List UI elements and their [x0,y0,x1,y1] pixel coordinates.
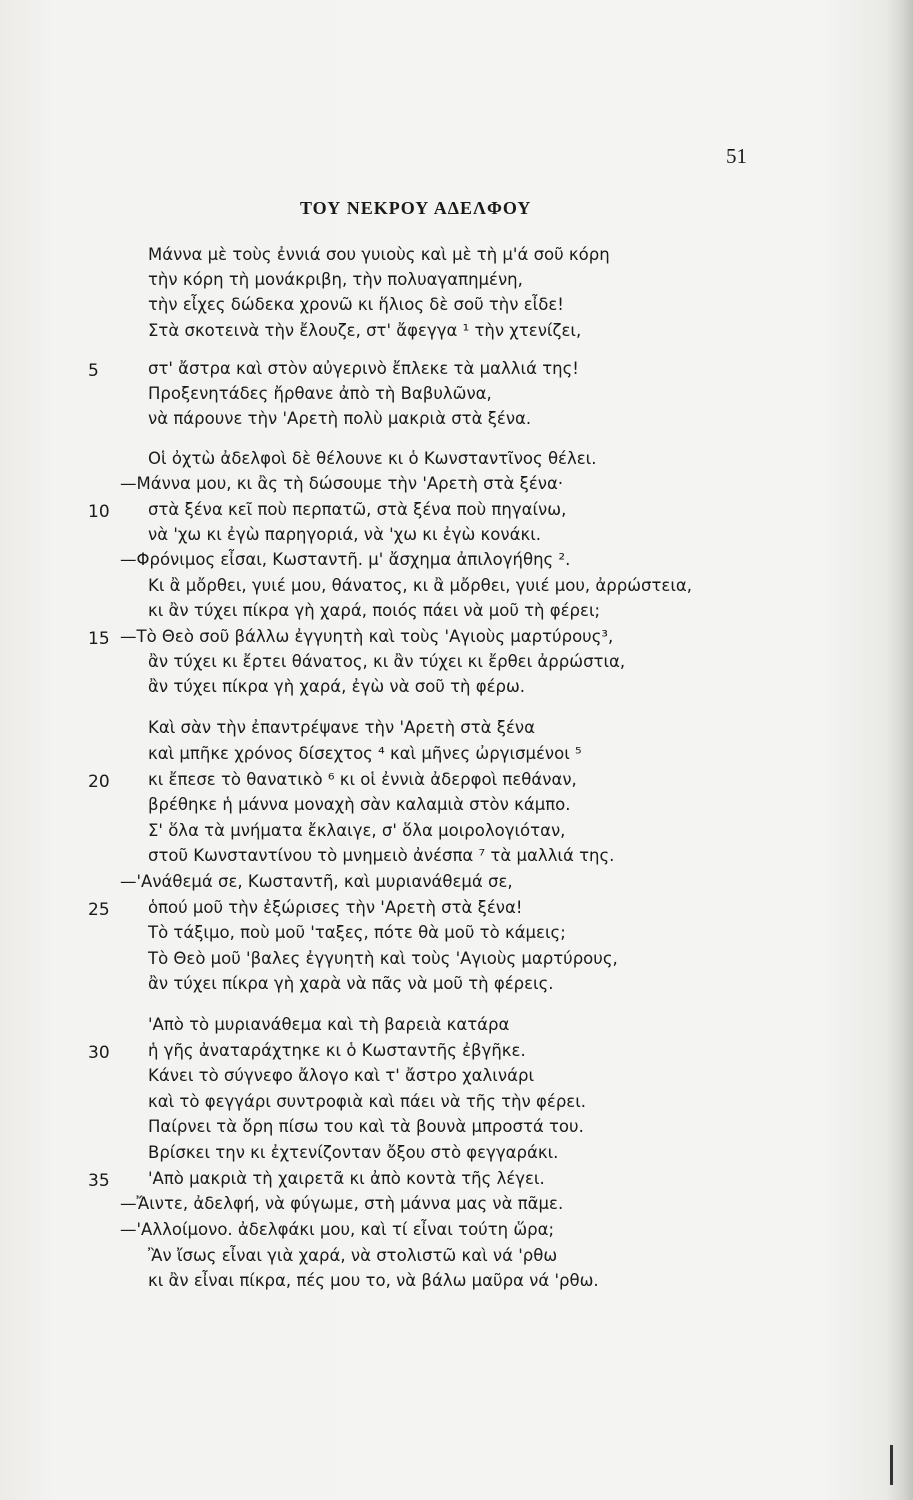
verse-line: κι ἂν εἶναι πίκρα, πές μου το, νὰ βάλω μαῦρα νά 'ρθω. [148,1271,599,1290]
verse-line: —Φρόνιμος εἶσαι, Κωσταντῆ. μ' ἄσχημα ἀπιλογήθης ². [120,550,571,569]
line-number: 15 [88,629,110,649]
verse-line: στ' ἄστρα καὶ στὸν αὐγερινὸ ἔπλεκε τὰ μαλλιά της! [148,359,579,378]
verse-line: τὴν εἶχες δώδεκα χρονῶ κι ἥλιος δὲ σοῦ τὴν εἶδε! [148,295,564,314]
verse-line: τὴν κόρη τὴ μονάκριβη, τὴν πολυαγαπημένη, [148,270,523,289]
verse-line: καὶ τὸ φεγγάρι συντροφιὰ καὶ πάει νὰ τῆς τὴν φέρει. [148,1092,587,1111]
page-number: 51 [726,144,747,168]
verse-line: Καὶ σὰν τὴν ἐπαντρέψανε τὴν 'Αρετὴ στὰ ξένα [148,718,536,737]
verse-line: Προξενητάδες ἤρθανε ἀπὸ τὴ Βαβυλῶνα, [148,384,492,403]
verse-line: Τὸ τάξιμο, ποὺ μοῦ 'ταξες, πότε θὰ μοῦ τὸ κάμεις; [148,923,566,942]
verse-line: στὰ ξένα κεῖ ποὺ περπατῶ, στὰ ξένα ποὺ πηγαίνω, [148,500,567,519]
verse-line: στοῦ Κωνσταντίνου τὸ μνημειὸ ἀνέσπα ⁷ τὰ μαλλιά της. [148,846,615,865]
page-edge-shadow [887,0,913,1500]
verse-line: ἂν τύχει πίκρα γὴ χαρὰ νὰ πᾶς νὰ μοῦ τὴ φέρεις. [148,974,554,993]
verse-line: —'Αλλοίμονο. ἀδελφάκι μου, καὶ τί εἶναι τούτη ὥρα; [120,1220,555,1239]
verse-line: νὰ 'χω κι ἐγὼ παρηγοριά, νὰ 'χω κι ἐγὼ κονάκι. [148,525,542,544]
verse-line: ἡ γῆς ἀναταράχτηκε κι ὁ Κωσταντῆς ἐβγῆκε. [148,1041,526,1060]
verse-line: 'Απὸ μακριὰ τὴ χαιρετᾶ κι ἀπὸ κοντὰ τῆς λέγει. [148,1169,545,1188]
verse-line: —Ἄιντε, ἀδελφή, νὰ φύγωμε, στὴ μάννα μας νὰ πᾶμε. [120,1194,564,1213]
verse-line: Σ' ὅλα τὰ μνήματα ἔκλαιγε, σ' ὅλα μοιρολογιόταν, [148,821,566,840]
verse-line: κι ἂν τύχει πίκρα γὴ χαρά, ποιός πάει νὰ μοῦ τὴ φέρει; [148,601,601,620]
verse-line: 'Απὸ τὸ μυριανάθεμα καὶ τὴ βαρειὰ κατάρα [148,1015,510,1034]
verse-line: ἂν τύχει κι ἔρτει θάνατος, κι ἂν τύχει κι ἔρθει ἀρρώστια, [148,652,626,671]
verse-line: Οἱ ὀχτὼ ἀδελφοὶ δὲ θέλουνε κι ὁ Κωνσταντῖνος θέλει. [148,449,597,468]
line-number: 30 [88,1043,110,1063]
verse-line: Στὰ σκοτεινὰ τὴν ἔλουζε, στ' ἄφεγγα ¹ τὴν χτενίζει, [148,321,582,340]
verse-line: νὰ πάρουνε τὴν 'Αρετὴ πολὺ μακριὰ στὰ ξένα. [148,409,532,428]
verse-line: Μάννα μὲ τοὺς ἐννιά σου γυιοὺς καὶ μὲ τὴ μ'ά σοῦ κόρη [148,245,610,264]
verse-line: Κι ἂ μὄρθει, γυιέ μου, θάνατος, κι ἂ μὄρθει, γυιέ μου, ἀρρώστεια, [148,576,693,595]
verse-line: —Μάννα μου, κι ἂς τὴ δώσουμε τὴν 'Αρετὴ στὰ ξένα· [120,474,564,493]
verse-line: καὶ μπῆκε χρόνος δίσεχτος ⁴ καὶ μῆνες ὠργισμένοι ⁵ [148,744,582,763]
line-number: 25 [88,900,110,920]
page-edge-mark [890,1445,893,1485]
verse-line: —Τὸ Θεὸ σοῦ βάλλω ἐγγυητὴ καὶ τοὺς 'Αγιοὺς μαρτύρους³, [120,627,614,646]
verse-line: ὁπού μοῦ τὴν ἐξώρισες τὴν 'Αρετὴ στὰ ξένα! [148,898,523,917]
verse-line: —'Ανάθεμά σε, Κωσταντῆ, καὶ μυριανάθεμά σε, [120,872,513,891]
verse-line: Ἂν ἴσως εἶναι γιὰ χαρά, νὰ στολιστῶ καὶ νά 'ρθω [148,1246,558,1265]
verse-line: κι ἔπεσε τὸ θανατικὸ ⁶ κι οἱ ἐννιὰ ἀδερφοὶ πεθάναν, [148,770,577,789]
line-number: 5 [88,361,99,381]
line-number: 35 [88,1171,110,1191]
verse-line: Τὸ Θεὸ μοῦ 'βαλες ἐγγυητὴ καὶ τοὺς 'Αγιοὺς μαρτύρους, [148,949,618,968]
line-number: 20 [88,772,110,792]
poem-title: ΤΟΥ ΝΕΚΡΟΥ ΑΔΕΛΦΟΥ [300,198,532,218]
line-number: 10 [88,502,110,522]
verse-line: ἂν τύχει πίκρα γὴ χαρά, ἐγὼ νὰ σοῦ τὴ φέρω. [148,677,526,696]
verse-line: Βρίσκει την κι ἐχτενίζονταν ὄξου στὸ φεγγαράκι. [148,1143,559,1162]
verse-line: βρέθηκε ἡ μάννα μοναχὴ σὰν καλαμιὰ στὸν κάμπο. [148,795,571,814]
verse-line: Παίρνει τὰ ὄρη πίσω του καὶ τὰ βουνὰ μπροστά του. [148,1117,584,1136]
verse-line: Κάνει τὸ σύγνεφο ἄλογο καὶ τ' ἄστρο χαλινάρι [148,1066,535,1085]
